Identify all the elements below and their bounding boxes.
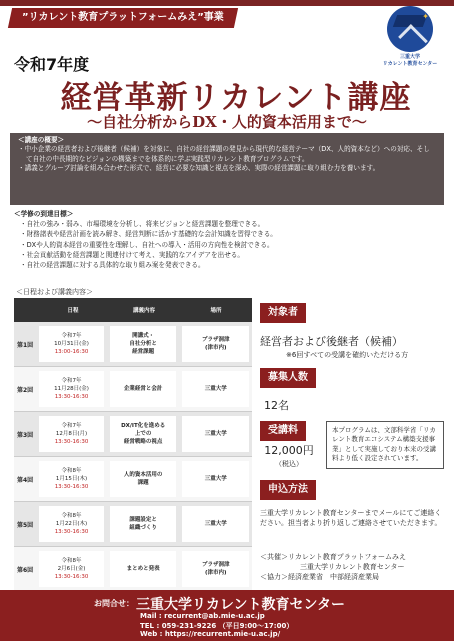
session-place [182,326,249,362]
contact-label: お問合せ： [94,599,134,608]
session-date: 2月6日(金) [57,566,86,572]
session-date: 10月31日(金) [54,341,89,347]
contact-web[interactable]: Web : https://recurrent.mie-u.ac.jp/ [140,630,281,638]
fee-amount: 12,000円 [264,444,314,457]
schedule-label: ＜日程および講義内容＞ [16,288,93,296]
session-place [182,461,249,497]
schedule-header-row [14,298,252,322]
session-time: 13:30-16:30 [54,529,89,535]
schedule-row [14,412,252,457]
session-place-line: 三重大学 [204,476,227,482]
session-place-line: 三重大学 [204,521,227,527]
schedule-rows [14,322,252,592]
session-content [110,371,177,407]
session-time: 13:30-16:30 [54,394,89,400]
schedule-row [14,367,252,412]
organizers [260,552,450,582]
capacity-heading: 募集人数 [260,368,316,388]
session-place-line: プラザ洞津 [201,337,230,343]
apply-text: 三重大学リカレント教育センターまでメールにてご連絡ください。担当者より折り返しご連絡させていただきます。 [260,509,442,528]
schedule-table [14,298,252,592]
session-place [182,416,249,452]
schedule-row [14,322,252,367]
session-place [182,371,249,407]
session-content-line: 組織づくり [129,525,157,531]
session-number: 第4回 [17,476,34,484]
session-era: 令和7年 [61,423,82,429]
overview-item: ・講義とグループ討論を組み合わせた形式で、経営に必要な知識と視点を深め、実際の経営課題に取り組む力を養います。 [18,163,380,172]
contact-tel: TEL : 059-231-9226 （平日9:00〜17:00） [140,622,294,630]
session-era: 令和7年 [61,378,82,384]
session-place-line: (津市内) [204,345,227,351]
session-place-line: (津市内) [204,570,227,576]
session-content-line: 企業経営と会計 [123,386,163,392]
goals-section [14,209,444,270]
session-content-line: 経営戦略の視点 [123,439,163,445]
organizer-line: ＜共催＞リカレント教育プラットフォームみえ [260,553,407,561]
fee-amount-block [260,445,318,470]
session-time: 13:30-16:30 [54,484,89,490]
session-place-line: 三重大学 [204,431,227,437]
goal-item: ・DXや人的資本経営の重要性を理解し、自社への導入・活用の方向性を検討できる。 [20,240,274,249]
session-date: 11月28日(金) [54,386,89,392]
fee-note: 本プログラムは、文部科学省「リカレント教育エコシステム構築支援事業」として実施しており本来の受講料より低く設定されています。 [326,421,444,469]
organizer-line: 三重大学リカレント教育センター [300,563,405,571]
schedule-row [14,547,252,592]
session-date [39,506,104,542]
contact-footer [0,590,454,641]
apply-heading: 申込方法 [260,480,316,500]
goal-item: ・自社の強み・弱み、市場環境を分析し、将来ビジョンと経営課題を整理できる。 [20,220,265,229]
contact-name: 三重大学リカレント教育センター [136,597,345,613]
session-content-line: 上での [134,431,152,437]
session-number: 第1回 [17,341,34,349]
contact-mail[interactable]: Mail : recurrent@ab.mie-u.ac.jp [140,612,265,620]
session-number: 第5回 [17,521,34,529]
session-date: 12月8日(月) [55,431,88,437]
session-era: 令和7年 [61,333,82,339]
session-number: 第2回 [17,386,34,394]
project-tag-label: ”リカレント教育プラットフォームみえ”事業 [22,12,224,23]
capacity-text: 12名 [264,399,289,412]
schedule-header-content: 講義内容 [132,308,155,314]
goal-item: ・社会貢献活動を経営課題と関連付けて考え、実践的なアイデアを出せる。 [20,250,244,259]
target-note: ※6回すべての受講を確約いただける方 [286,351,409,359]
session-content [110,416,177,452]
session-era: 令和8年 [61,558,82,564]
schedule-row [14,502,252,547]
session-era: 令和8年 [61,468,82,474]
session-content-line: まとめと発表 [126,566,160,572]
session-content-line: 課題設定と [129,517,157,523]
goal-item: ・財務諸表や経営計画を読み解き、経営判断に活かす基礎的な会計知識を習得できる。 [20,230,277,239]
session-content [110,326,177,362]
session-number: 第3回 [17,431,34,439]
session-content-line: 課題 [137,480,149,486]
session-content-line: 経営課題 [132,349,155,355]
goal-item: ・自社の経営課題に対する具体的な取り組み案を発表できる。 [20,261,205,270]
session-content [110,551,177,587]
session-time: 13:30-16:30 [54,574,89,580]
session-time: 13:00-16:30 [54,349,89,355]
session-content-line: 人的資本活用の [123,472,163,478]
goals-heading: ＜学修の到達目標＞ [14,210,74,218]
session-place [182,506,249,542]
schedule-header-date: 日程 [67,308,79,314]
session-date [39,551,104,587]
fee-heading: 受講料 [260,421,306,441]
overview-box [10,133,444,205]
schedule-header-place: 場所 [210,308,222,314]
session-place-line: プラザ洞津 [201,562,230,568]
session-date [39,461,104,497]
university-logo [374,6,446,68]
graduation-cap-icon: ✦ [387,6,433,52]
session-place-line: 三重大学 [204,386,227,392]
organizer-line: ＜協力＞経済産業省 中部経済産業局 [260,573,379,581]
session-time: 13:30-16:30 [54,439,89,445]
session-content-line: 開講式・ [132,333,155,339]
fee-tax: （税込） [275,460,303,468]
year-label: 令和7年度 [14,55,90,74]
page-title: 経営革新リカレント講座 [60,80,412,116]
session-era: 令和8年 [61,513,82,519]
session-number: 第6回 [17,566,34,574]
overview-item: ・中小企業の経営者および後継者（候補）を対象に、自社の経営課題の発見から現代的な経営テーマ（DX、人的資本など）への対応、そして自社の中長期的なビジョンの構築までを体系的に学ぶ実践型リカレント教育プログラムです。 [18,145,430,163]
session-place [182,551,249,587]
session-date [39,416,104,452]
overview-heading: ＜講座の概要＞ [18,136,65,144]
page-subtitle: 〜自社分析からDX・人的資本活用まで〜 [87,113,367,131]
session-date [39,371,104,407]
session-content-line: 自社分析と [129,341,157,347]
session-content-line: DX/IT化を進める [121,423,166,429]
session-date [39,326,104,362]
session-content [110,461,177,497]
target-heading: 対象者 [260,303,306,323]
logo-text: 三重大学 リカレント教育センター [382,54,438,67]
project-tag [8,8,238,28]
schedule-row [14,457,252,502]
session-content [110,506,177,542]
session-date: 1月15日(木) [55,476,88,482]
session-date: 1月22日(木) [55,521,88,527]
target-text: 経営者および後継者（候補） [260,335,403,348]
